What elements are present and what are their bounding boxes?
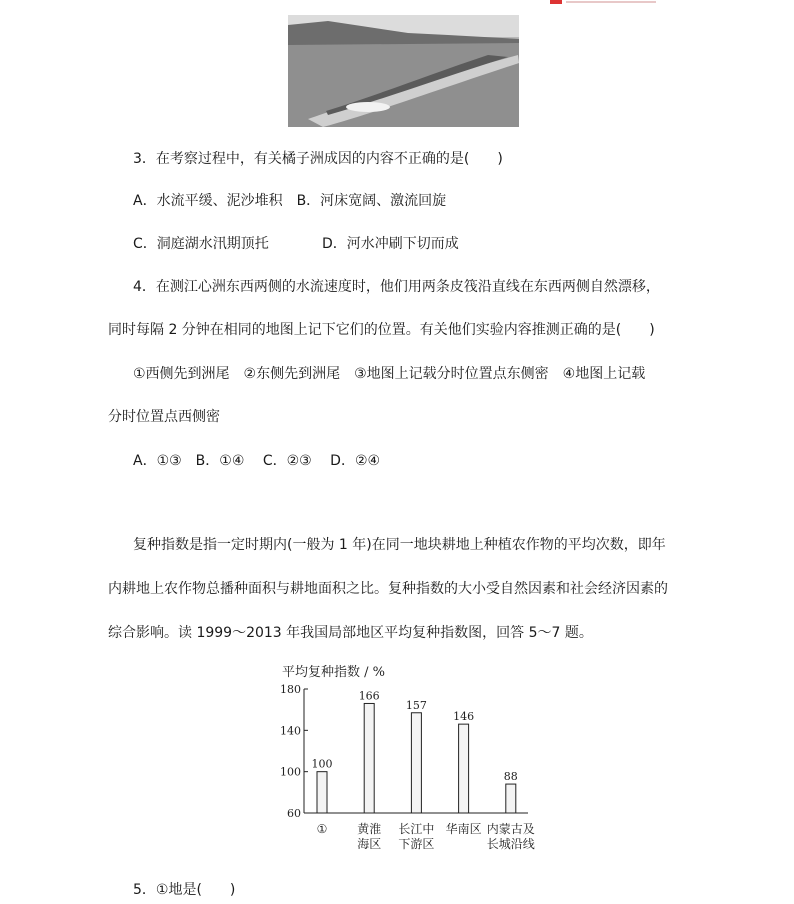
x-category-label: 黄淮 xyxy=(357,822,382,836)
q4-stem-line1: 4．在测江心洲东西两侧的水流速度时，他们用两条皮筏沿直线在东西两侧自然漂移， xyxy=(133,279,660,295)
q3-option-d: D．河水冲刷下切而成 xyxy=(322,236,459,252)
q4-items-line2: 分时位置点西侧密 xyxy=(108,409,220,425)
bar-value-label: 146 xyxy=(453,710,475,724)
bar xyxy=(506,784,516,813)
q4-items-line1: ①西侧先到洲尾 ②东侧先到洲尾 ③地图上记载分时位置点东侧密 ④地图上记载 xyxy=(133,366,646,382)
multiple-cropping-index-chart xyxy=(278,660,538,860)
q3-stem: 3．在考察过程中，有关橘子洲成因的内容不正确的是( ) xyxy=(133,151,503,167)
y-tick-label: 60 xyxy=(287,807,301,820)
bar xyxy=(411,713,421,813)
bar-value-label: 166 xyxy=(358,689,380,703)
q5-stem: 5．①地是( ) xyxy=(133,882,236,898)
q3-option-c: C．洞庭湖水汛期顶托 xyxy=(133,236,269,252)
bar-value-label: 88 xyxy=(503,770,518,784)
x-category-label: 长江中 xyxy=(398,822,435,836)
bar-value-label: 100 xyxy=(311,757,333,771)
bar xyxy=(459,724,469,813)
q4-options: A．①③ B．①④ C．②③ D．②④ xyxy=(133,453,381,469)
q3-options-ab: A．水流平缓、泥沙堆积 B．河床宽阔、激流回旋 xyxy=(133,193,447,209)
x-category-label: 内蒙古及 xyxy=(486,822,535,836)
x-category-label: 华南区 xyxy=(445,822,482,836)
island-photo xyxy=(288,15,519,127)
q4-stem-line2: 同时每隔 2 分钟在相同的地图上记下它们的位置。有关他们实验内容推测正确的是( ) xyxy=(108,322,655,338)
y-tick-label: 180 xyxy=(280,683,301,696)
x-category-label: 长城沿线 xyxy=(486,837,535,851)
chart-ylabel: 平均复种指数 / % xyxy=(282,665,385,680)
bar xyxy=(364,703,374,813)
passage-line2: 内耕地上农作物总播种面积与耕地面积之比。复种指数的大小受自然因素和社会经济因素的 xyxy=(108,581,668,597)
chart-x-labels xyxy=(317,821,535,851)
passage-line3: 综合影响。读 1999～2013 年我国局部地区平均复种指数图，回答 5～7 题。 xyxy=(108,625,593,641)
x-category-label: 海区 xyxy=(357,837,382,851)
x-category-label: ① xyxy=(316,822,328,836)
y-tick-label: 100 xyxy=(280,765,301,779)
logo-fragment xyxy=(550,0,660,4)
chart-bars xyxy=(312,689,518,813)
bar xyxy=(317,772,327,813)
bar-value-label: 157 xyxy=(405,698,427,712)
passage-line1: 复种指数是指一定时期内(一般为 1 年)在同一地块耕地上种植农作物的平均次数，即年 xyxy=(133,537,666,553)
y-tick-label: 140 xyxy=(280,724,301,738)
x-category-label: 下游区 xyxy=(398,837,435,851)
